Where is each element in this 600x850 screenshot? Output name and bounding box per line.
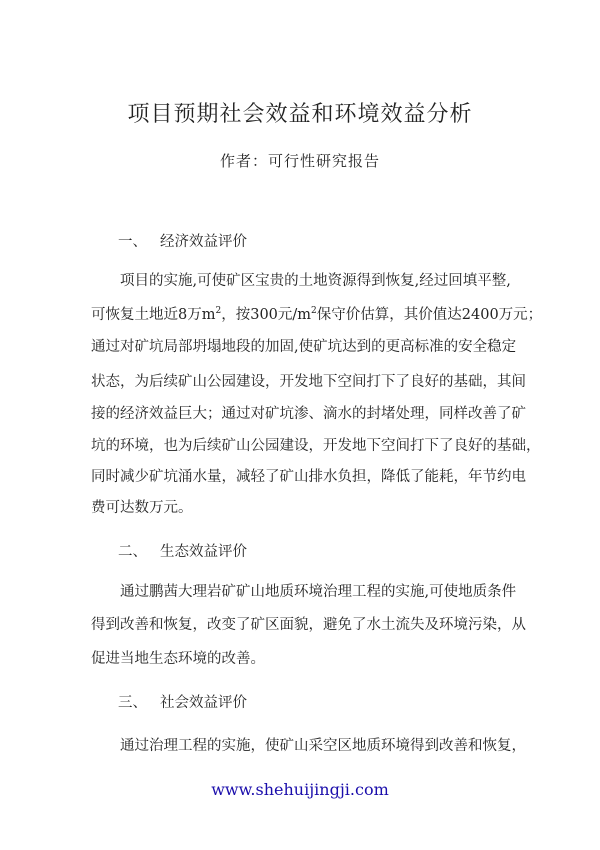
- paragraph-line: 促进当地生态环境的改善。: [91, 651, 265, 667]
- footer-url[interactable]: www.shehuijingji.com: [211, 780, 389, 799]
- section-number: 三、: [118, 695, 147, 711]
- document-author: 作者：可行性研究报告: [219, 152, 380, 170]
- paragraph-line: 接的经济效益巨大；通过对矿坑渗、滴水的封堵处理，同样改善了矿: [91, 406, 526, 422]
- section-number: 一、: [118, 234, 147, 250]
- section-title: 经济效益评价: [160, 234, 247, 250]
- document-title: 项目预期社会效益和环境效益分析: [127, 102, 473, 127]
- paragraph-line: 项目的实施,可使矿区宝贵的土地资源得到恢复,经过回填平整,: [120, 273, 511, 289]
- section-number: 二、: [118, 544, 147, 560]
- paragraph-line: 通过对矿坑局部坍塌地段的加固,使矿坑达到的更高标准的安全稳定: [91, 339, 517, 355]
- paragraph-line: 坑的环境，也为后续矿山公园建设，开发地下空间打下了良好的基础，: [91, 438, 541, 454]
- paragraph-line: 状态，为后续矿山公园建设，开发地下空间打下了良好的基础，其间: [91, 374, 526, 390]
- section-heading: [118, 230, 247, 251]
- paragraph-line: 同时减少矿坑涌水量，减轻了矿山排水负担，降低了能耗，年节约电: [91, 469, 526, 485]
- section-title: 生态效益评价: [160, 544, 247, 560]
- section-heading: [118, 540, 247, 561]
- paragraph-line: 得到改善和恢复，改变了矿区面貌，避免了水土流失及环境污染，从: [91, 617, 526, 633]
- paragraph-line: 通过治理工程的实施，使矿山采空区地质环境得到改善和恢复，: [120, 738, 526, 754]
- paragraph-line: 费可达数万元。: [91, 500, 193, 516]
- section-title: 社会效益评价: [160, 695, 247, 711]
- paragraph-line: 通过鹏茜大理岩矿矿山地质环境治理工程的实施,可使地质条件: [120, 584, 517, 600]
- section-heading: [118, 691, 247, 712]
- paragraph-line: 可恢复土地近8万$m^2$，按300元$/m^2$保守价估算，其价值达2400万元；: [91, 306, 543, 323]
